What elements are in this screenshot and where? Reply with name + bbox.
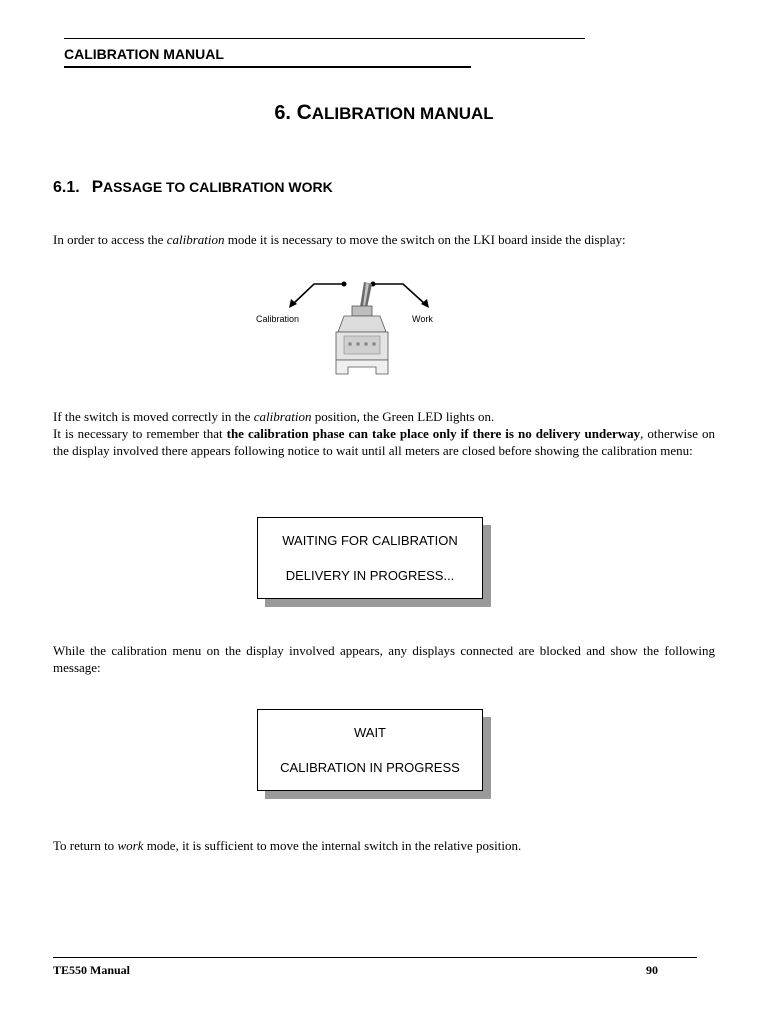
closing-paragraph bbox=[53, 837, 715, 854]
intro-paragraph bbox=[53, 231, 715, 248]
header-title: CALIBRATION MANUAL bbox=[64, 46, 224, 62]
para3-text: While the calibration menu on the display involved appears, any displays connected are blocked and show the following message: bbox=[53, 643, 715, 675]
chapter-title-rest: ALIBRATION MANUAL bbox=[311, 104, 494, 123]
intro-text-before: In order to access the bbox=[53, 232, 167, 247]
waiting-display bbox=[257, 517, 483, 599]
header-bottom-rule bbox=[64, 66, 471, 68]
intro-emphasis: calibration bbox=[166, 232, 225, 247]
closing-emphasis: work bbox=[117, 838, 144, 853]
notice-paragraph bbox=[53, 408, 715, 459]
chapter-title-initial: C bbox=[296, 101, 312, 124]
chapter-number: 6. bbox=[274, 102, 291, 124]
para2-line2-after: , otherwise on the display involved there appears following notice to wait until all meters are closed before showing the calibration menu: bbox=[53, 426, 715, 458]
switch-body bbox=[336, 282, 388, 374]
wait-display bbox=[257, 709, 483, 791]
intro-text-after: mode it is necessary to move the switch on the LKI board inside the display: bbox=[224, 232, 626, 247]
display1-line1: WAITING FOR CALIBRATION bbox=[282, 533, 458, 548]
footer-manual-name: TE550 Manual bbox=[53, 963, 131, 977]
para2-line1-before: If the switch is moved correctly in the bbox=[53, 409, 254, 424]
footer-rule bbox=[53, 957, 697, 958]
display2-line1: WAIT bbox=[353, 725, 386, 740]
closing-before: To return to bbox=[53, 838, 118, 853]
toggle-switch-figure bbox=[240, 274, 470, 380]
display2-line2: CALIBRATION IN PROGRESS bbox=[280, 760, 460, 775]
work-label: Work bbox=[412, 314, 433, 324]
chapter-title bbox=[0, 101, 768, 125]
display1-line2: DELIVERY IN PROGRESS... bbox=[285, 568, 455, 583]
section-title-rest: ASSAGE TO CALIBRATION WORK bbox=[103, 179, 333, 195]
section-heading bbox=[53, 177, 333, 197]
calibration-label: Calibration bbox=[256, 314, 300, 324]
para2-line2-bold: the calibration phase can take place only if there is no delivery underway bbox=[226, 426, 641, 441]
blocked-paragraph bbox=[53, 642, 715, 676]
footer-page-number: 90 bbox=[646, 963, 658, 977]
calibration-arrow bbox=[289, 282, 347, 309]
para2-line1-emphasis: calibration bbox=[253, 409, 312, 424]
work-arrow bbox=[371, 282, 430, 309]
section-title-initial: P bbox=[91, 177, 104, 196]
para2-line2-before: It is necessary to remember that bbox=[53, 426, 227, 441]
section-number: 6.1. bbox=[53, 179, 80, 196]
para2-line1-after: position, the Green LED lights on. bbox=[311, 409, 495, 424]
closing-after: mode, it is sufficient to move the internal switch in the relative position. bbox=[143, 838, 522, 853]
header-top-rule bbox=[64, 38, 585, 39]
